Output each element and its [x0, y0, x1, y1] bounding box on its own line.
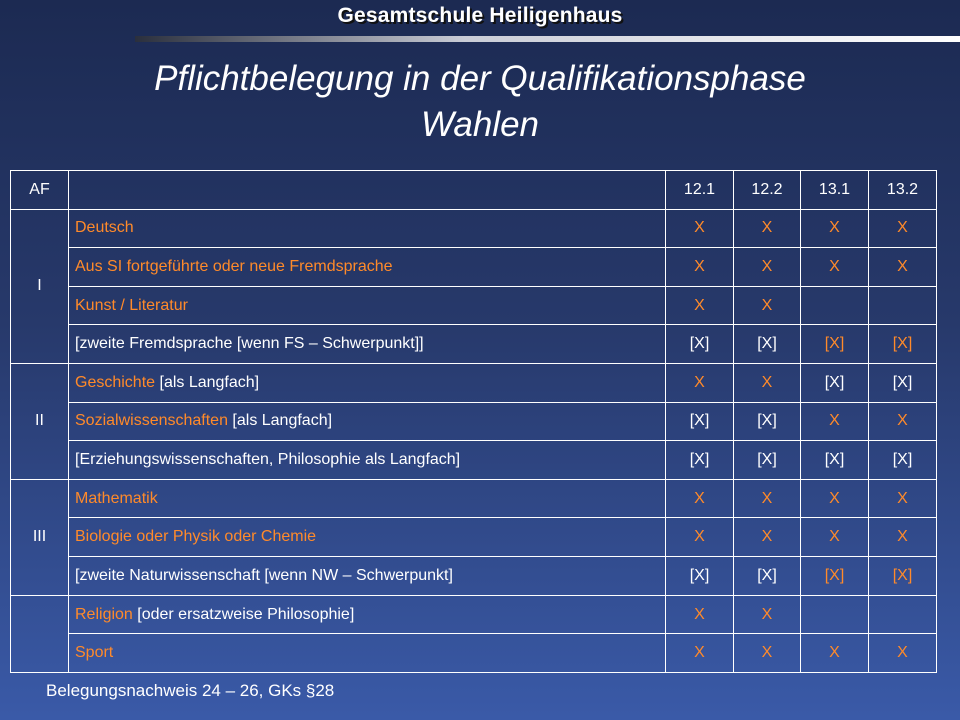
- mark-cell: [X]: [734, 325, 801, 364]
- mark-cell: X: [734, 595, 801, 634]
- mark-cell: [X]: [801, 325, 869, 364]
- mark-cell: X: [869, 479, 937, 518]
- footnote: Belegungsnachweis 24 – 26, GKs §28: [46, 681, 335, 700]
- af-cell: [11, 595, 69, 672]
- subject-name: Geschichte: [75, 373, 156, 391]
- mark-cell: X: [666, 634, 734, 673]
- subject-name: Sozialwissenschaften: [75, 412, 228, 430]
- school-name: Gesamtschule Heiligenhaus: [337, 4, 623, 27]
- subject-qualifier: [als Langfach]: [227, 412, 333, 430]
- mark-cell: X: [734, 479, 801, 518]
- subject-name: [zweite Fremdsprache [wenn FS – Schwerpunkt]]: [75, 335, 424, 353]
- subject-qualifier: [oder ersatzweise Philosophie]: [132, 605, 355, 623]
- mark-cell: X: [801, 209, 869, 248]
- mark-cell: X: [869, 209, 937, 248]
- table-row: [11, 248, 937, 287]
- subject-name: Religion: [75, 605, 133, 623]
- af-cell: III: [11, 479, 69, 595]
- subject-name: Biologie oder Physik oder Chemie: [75, 528, 317, 546]
- header-divider: [135, 36, 960, 42]
- mark-cell: X: [801, 479, 869, 518]
- mark-cell: [801, 595, 869, 634]
- table-row: [11, 325, 937, 364]
- mark-cell: X: [869, 634, 937, 673]
- subject-cell: [69, 479, 666, 518]
- mark-cell: [801, 286, 869, 325]
- subject-cell: [69, 595, 666, 634]
- table-row: [11, 441, 937, 480]
- mark-cell: [X]: [734, 557, 801, 596]
- mark-cell: [X]: [734, 402, 801, 441]
- table-body: [11, 171, 937, 673]
- table-row: [11, 286, 937, 325]
- table-row: [11, 209, 937, 248]
- table-row: [11, 595, 937, 634]
- subject-qualifier: [als Langfach]: [155, 373, 260, 391]
- mark-cell: X: [869, 248, 937, 287]
- subject-name: Sport: [75, 644, 114, 662]
- subject-cell: [69, 325, 666, 364]
- mark-cell: X: [666, 595, 734, 634]
- mark-cell: [X]: [801, 441, 869, 480]
- table-row: [11, 364, 937, 403]
- subject-name: [zweite Naturwissenschaft [wenn NW – Schwerpunkt]: [75, 566, 453, 584]
- mark-cell: X: [734, 286, 801, 325]
- mark-cell: [X]: [869, 441, 937, 480]
- mark-cell: X: [869, 518, 937, 557]
- mark-cell: X: [801, 402, 869, 441]
- table-row: [11, 518, 937, 557]
- mark-cell: [X]: [801, 364, 869, 403]
- course-plan-table: [10, 170, 937, 673]
- subject-cell: [69, 634, 666, 673]
- mark-cell: X: [734, 209, 801, 248]
- header-cell-13-2: 13.2: [869, 171, 937, 210]
- subject-cell: [69, 364, 666, 403]
- page-title: [0, 56, 960, 148]
- mark-cell: [X]: [869, 557, 937, 596]
- mark-cell: X: [666, 248, 734, 287]
- table-row: [11, 634, 937, 673]
- mark-cell: [X]: [666, 557, 734, 596]
- subject-name: Mathematik: [75, 489, 158, 507]
- mark-cell: [X]: [869, 364, 937, 403]
- mark-cell: [X]: [666, 441, 734, 480]
- table-row: [11, 479, 937, 518]
- table-row: [11, 402, 937, 441]
- mark-cell: [X]: [666, 325, 734, 364]
- subject-cell: [69, 441, 666, 480]
- mark-cell: X: [801, 634, 869, 673]
- mark-cell: X: [734, 518, 801, 557]
- af-cell: I: [11, 209, 69, 363]
- mark-cell: X: [734, 248, 801, 287]
- subject-cell: [69, 248, 666, 287]
- subject-name: Kunst / Literatur: [75, 296, 188, 314]
- mark-cell: [X]: [666, 402, 734, 441]
- subject-cell: [69, 402, 666, 441]
- subject-cell: [69, 286, 666, 325]
- subject-cell: [69, 557, 666, 596]
- mark-cell: [X]: [734, 441, 801, 480]
- mark-cell: [X]: [801, 557, 869, 596]
- subject-cell: [69, 209, 666, 248]
- mark-cell: X: [869, 402, 937, 441]
- mark-cell: X: [801, 518, 869, 557]
- title-line-2: Wahlen: [420, 105, 540, 144]
- mark-cell: X: [666, 286, 734, 325]
- mark-cell: X: [734, 634, 801, 673]
- header-cell-13-1: 13.1: [801, 171, 869, 210]
- subject-name: [Erziehungswissenschaften, Philosophie als Langfach]: [75, 451, 461, 469]
- mark-cell: X: [666, 364, 734, 403]
- mark-cell: [X]: [869, 325, 937, 364]
- table-header-row: [11, 171, 937, 210]
- mark-cell: X: [666, 479, 734, 518]
- mark-cell: X: [666, 209, 734, 248]
- mark-cell: X: [666, 518, 734, 557]
- header-cell-12-1: 12.1: [666, 171, 734, 210]
- title-line-1: Pflichtbelegung in der Qualifikationsphase: [154, 59, 806, 98]
- mark-cell: X: [734, 364, 801, 403]
- header-cell-af: AF: [11, 171, 69, 210]
- header-cell-subject: [69, 171, 666, 210]
- subject-name: Aus SI fortgeführte oder neue Fremdsprache: [75, 258, 393, 276]
- mark-cell: [869, 595, 937, 634]
- table-row: [11, 557, 937, 596]
- subject-name: Deutsch: [75, 219, 134, 237]
- mark-cell: X: [801, 248, 869, 287]
- af-cell: II: [11, 364, 69, 480]
- subject-cell: [69, 518, 666, 557]
- mark-cell: [869, 286, 937, 325]
- header-bar: [0, 0, 960, 40]
- header-cell-12-2: 12.2: [734, 171, 801, 210]
